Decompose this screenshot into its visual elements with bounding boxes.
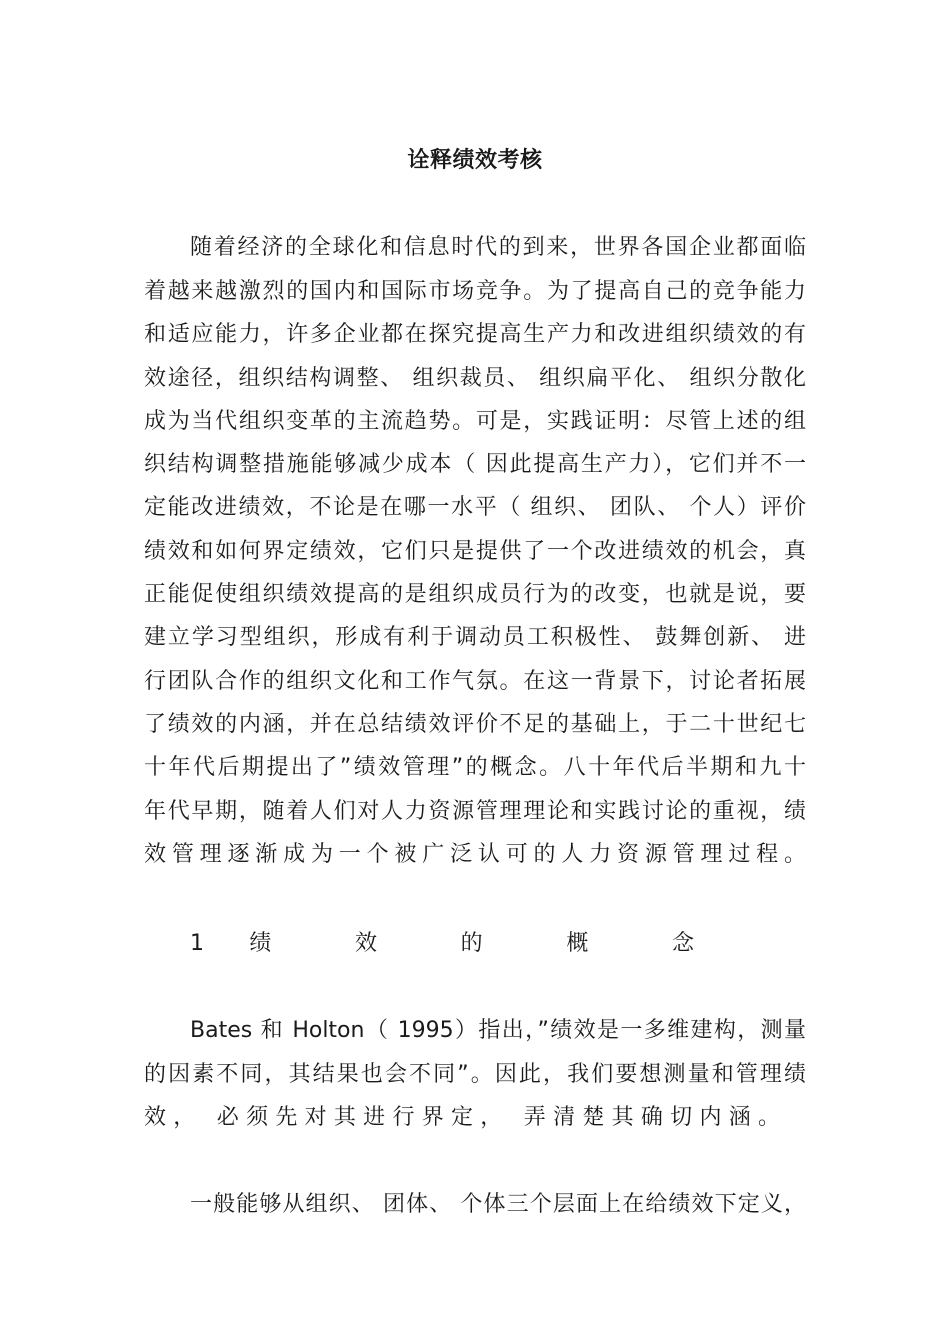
paragraph-line: 年代早期，随着人们对人力资源管理理论和实践讨论的重视，绩 [144, 799, 806, 824]
paragraph-line: Bates 和 Holton（ 1995）指出，”绩效是一多维建构，测量 [190, 1018, 806, 1043]
paragraph-line: 随着经济的全球化和信息时代的到来，世界各国企业都面临 [190, 235, 806, 260]
document-title: 诠释绩效考核 [407, 148, 543, 173]
paragraph-line: 效途径，组织结构调整、 组织裁员、 组织扁平化、 组织分散化 [144, 366, 806, 391]
paragraph-line: 织结构调整措施能够减少成本（ 因此提高生产力），它们并不一 [144, 452, 806, 477]
paragraph-line: 的因素不同，其结果也会不同”。因此，我们要想测量和管理绩 [144, 1062, 806, 1087]
paragraph-line: 建立学习型组织，形成有利于调动员工积极性、 鼓舞创新、 进 [144, 625, 806, 650]
paragraph-line: 绩效和如何界定绩效，它们只是提供了一个改进绩效的机会，真 [144, 539, 806, 564]
paragraph-line: 行团队合作的组织文化和工作气氛。在这一背景下，讨论者拓展 [144, 669, 806, 694]
paragraph-line: 正能促使组织绩效提高的是组织成员行为的改变，也就是说，要 [144, 582, 806, 607]
paragraph-line: 效管理逐渐成为一个被广泛认可的人力资源管理过程。 [144, 842, 806, 867]
paragraph-line: 定能改进绩效，不论是在哪一水平（ 组织、 团队、 个人）评价 [144, 495, 806, 520]
paragraph-line: 十年代后期提出了”绩效管理”的概念。八十年代后半期和九十 [144, 755, 807, 780]
paragraph-line: 和适应能力，许多企业都在探究提高生产力和改进组织绩效的有 [144, 322, 806, 347]
paragraph-line: 效， 必须先对其进行界定， 弄清楚其确切内涵。 [144, 1105, 780, 1130]
paragraph-line: 着越来越激烈的国内和国际市场竞争。为了提高自己的竞争能力 [144, 279, 806, 304]
paragraph-line: 成为当代组织变革的主流趋势。可是，实践证明：尽管上述的组 [144, 409, 806, 434]
paragraph-line: 一般能够从组织、 团体、 个体三个层面上在给绩效下定义， [190, 1192, 806, 1217]
section-heading: 1 绩 效 的 概 念 [190, 931, 694, 956]
paragraph-line: 了绩效的内涵，并在总结绩效评价不足的基础上，于二十世纪七 [144, 712, 806, 737]
